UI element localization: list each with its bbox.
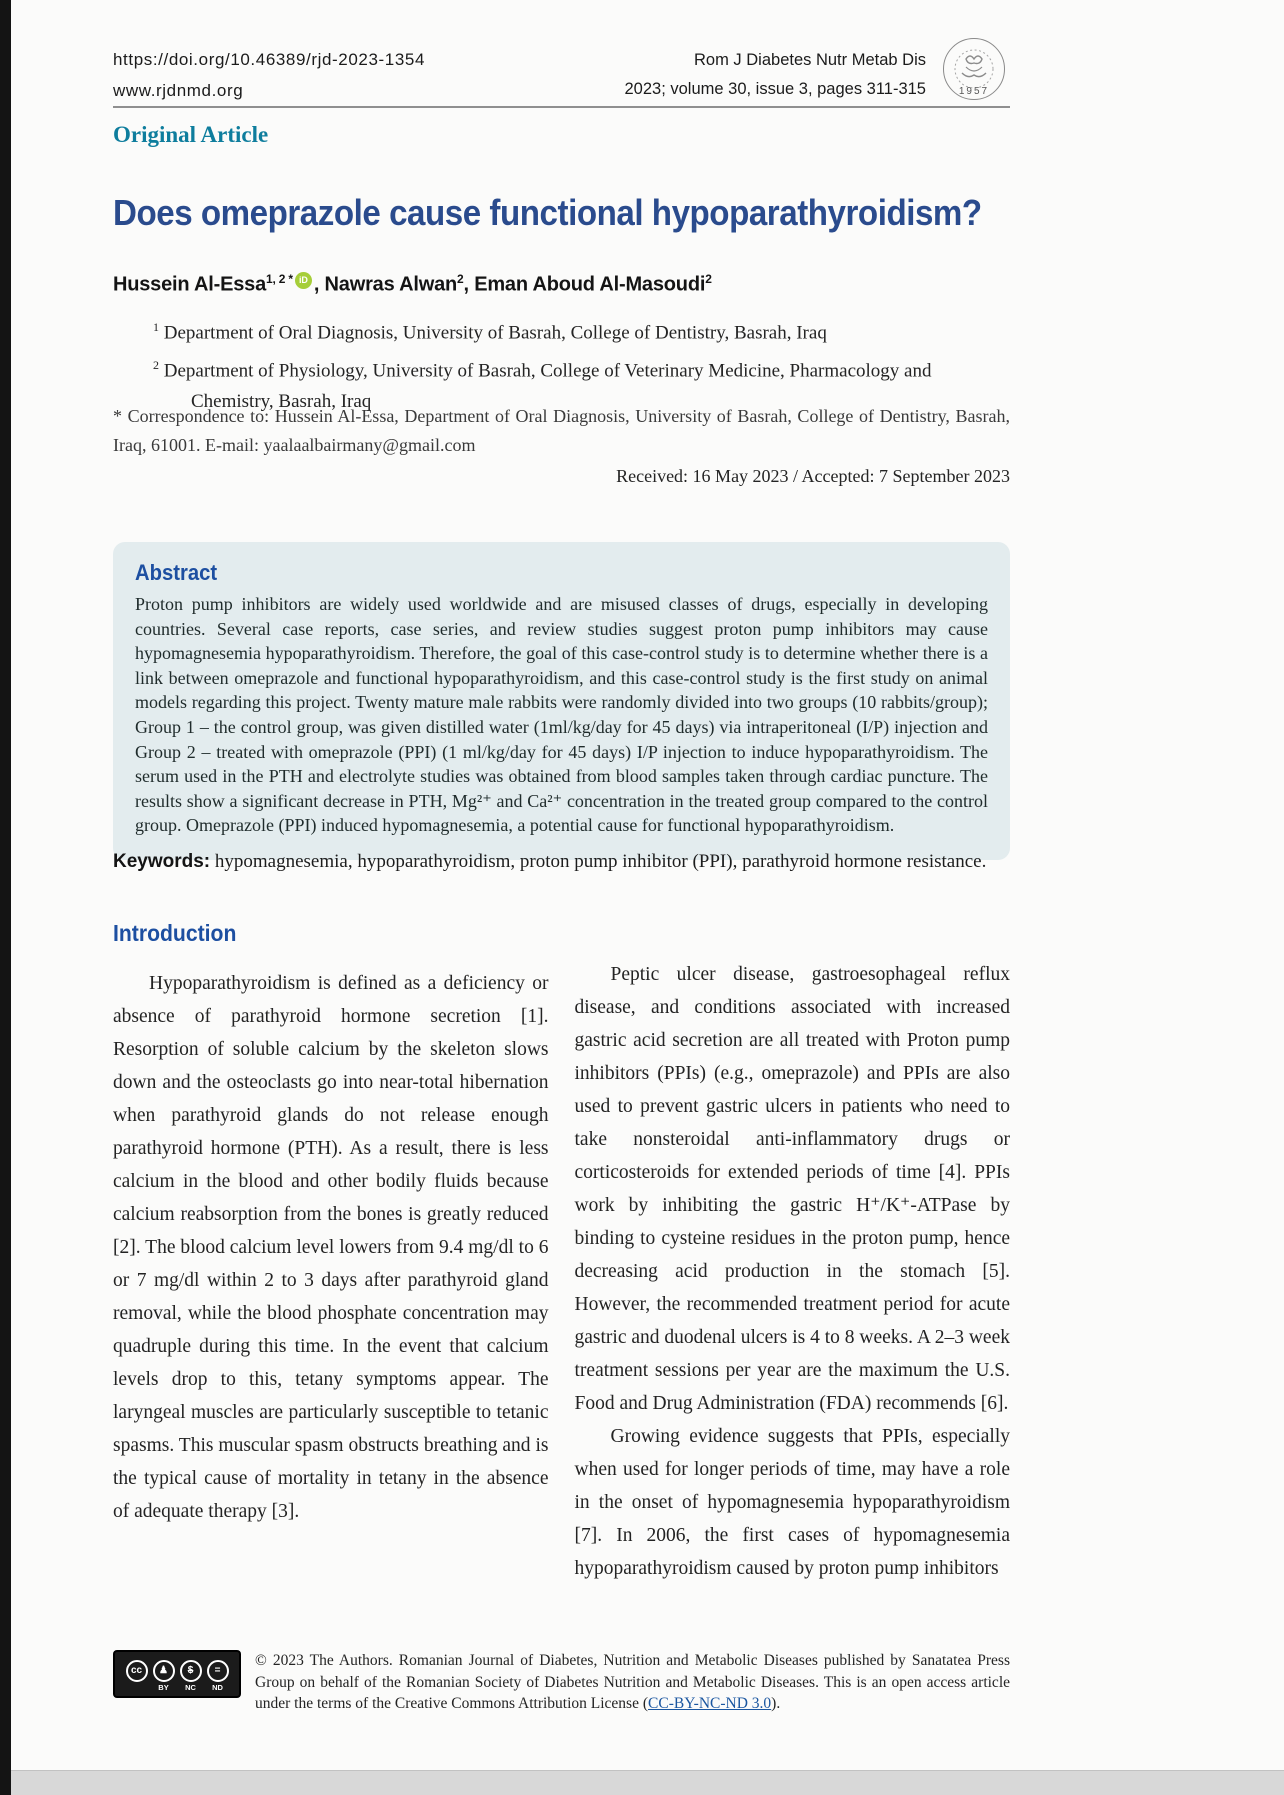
column-left: [113, 920, 549, 1585]
cc-license-badge[interactable]: [113, 1650, 241, 1698]
cc-nd-label: ND: [212, 1682, 223, 1692]
journal-issue: 2023; volume 30, issue 3, pages 311-315: [624, 80, 926, 98]
correspondence-note: [113, 402, 1010, 460]
abstract-box: [113, 542, 1010, 860]
cc-by-icon: ♟: [153, 1660, 175, 1682]
license-footer: [113, 1650, 1010, 1715]
introduction-heading: Introduction: [113, 920, 237, 946]
introduction-section: [113, 920, 1010, 1585]
author-name: , Eman Aboud Al-Masoudi: [463, 273, 706, 296]
journal-seal-icon: [943, 38, 1005, 100]
article-page: [113, 0, 1010, 1795]
cc-labels-row: [126, 1683, 229, 1692]
abstract-text: Proton pump inhibitors are widely used worldwide and are misused classes of drugs, especially in developing countries. Several case reports, case series, and review studies suggest proton pump inhibitors may cause hypomagnesemia hypoparathyroidism. Therefore, the goal of this case-control study is to determine whether there is a link between omeprazole and functional hypoparathyroidism, and this case-control study is the first study on animal models regarding this project. Twenty mature male rabbits were randomly divided into two groups (10 rabbits/group); Group 1 – the control group, was given distilled water (1ml/kg/day for 45 days) via intraperitoneal (I/P) injection and Group 2 – treated with omeprazole (PPI) (1 ml/kg/day for 45 days) I/P injection to induce hypoparathyroidism. The serum used in the PTH and electrolyte studies was obtained from blood samples taken through cardiac puncture. The results show a significant decrease in PTH, Mg²⁺ and Ca²⁺ concentration in the treated group compared to the control group. Omeprazole (PPI) induced hypomagnesemia, a potential cause for functional hypoparathyroidism.: [135, 594, 988, 836]
received-accepted-dates: Received: 16 May 2023 / Accepted: 7 September 2023: [616, 466, 1010, 486]
affiliation-text: Department of Physiology, University of Basrah, College of Veterinary Medicine, Pharmacology and Chemistry, Basrah, Iraq: [159, 360, 932, 412]
author-affil-marker: 2: [705, 272, 712, 286]
keywords-line: [113, 848, 1010, 876]
cc-nc-label: NC: [185, 1682, 196, 1692]
journal-citation: [625, 44, 927, 104]
affiliation-text: Department of Oral Diagnosis, University of Basrah, College of Dentistry, Basrah, Iraq: [159, 322, 827, 344]
column-right: [575, 920, 1011, 1585]
scan-bottom-edge: [0, 1770, 1284, 1795]
header-links: [113, 44, 425, 106]
affiliation-1: [113, 312, 1010, 348]
journal-website-link[interactable]: www.rjdnmd.org: [113, 81, 244, 100]
correspondence-email[interactable]: yaalaalbairmany@gmail.com: [263, 435, 476, 455]
author-name: , Nawras Alwan: [313, 273, 458, 296]
article-type-label: Original Article: [113, 122, 269, 147]
doi-link[interactable]: https://doi.org/10.46389/rjd-2023-1354: [113, 50, 426, 69]
introduction-paragraph: Peptic ulcer disease, gastroesophageal reflux disease, and conditions associated with increased gastric acid secretion are all treated with Proton pump inhibitors (PPIs) (e.g., omeprazole) and PPIs are also used to prevent gastric ulcers in patients who need to take nonsteroidal anti-inflammatory drugs or corticosteroids for extended periods of time [4]. PPIs work by inhibiting the gastric H⁺/K⁺-ATPase by binding to cysteine residues in the proton pump, hence decreasing acid production in the stomach [5]. However, the recommended treatment period for acute gastric and duodenal ulcers is 4 to 8 weeks. A 2–3 week treatment sessions per year are the maximum the U.S. Food and Drug Administration (FDA) recommends [6].: [574, 964, 1010, 1414]
cc-icons-row: [126, 1660, 229, 1682]
journal-logo: [938, 38, 1010, 97]
copyright-text: [255, 1650, 1010, 1715]
header-divider: [113, 106, 1010, 108]
cc-nc-icon: $: [180, 1660, 202, 1682]
journal-founded-year: 1957: [958, 86, 990, 97]
cc-nd-icon: =: [207, 1660, 229, 1682]
author-name: Hussein Al-Essa: [113, 273, 266, 296]
cc-by-label: BY: [158, 1682, 169, 1692]
cc-icon: cc: [126, 1660, 148, 1682]
introduction-paragraph: Growing evidence suggests that PPIs, especially when used for longer periods of time, may have a role in the onset of hypomagnesemia hypoparathyroidism [7]. In 2006, the first cases of hypomagnesemia hypoparathyroidism caused by proton pump inhibitors: [574, 1426, 1010, 1579]
author-affil-marker: 1, 2 *: [266, 272, 293, 286]
orcid-icon[interactable]: iD: [295, 272, 312, 289]
author-affil-marker: 2: [457, 272, 464, 286]
affiliation-marker: 1: [153, 320, 159, 334]
journal-name: Rom J Diabetes Nutr Metab Dis: [694, 51, 926, 69]
copyright-text-before: © 2023 The Authors. Romanian Journal of Diabetes, Nutrition and Metabolic Diseases published by Sanatatea Press Group on behalf of the Romanian Society of Diabetes Nutrition and Metabolic Diseases. This is an open access article under the terms of the Creative Commons Attribution License (: [255, 1652, 1010, 1712]
article-title-wrap: [113, 192, 1010, 234]
author-line: [113, 272, 712, 297]
affiliation-marker: 2: [153, 358, 159, 373]
correspondence-text: * Correspondence to: Hussein Al-Essa, Department of Oral Diagnosis, University of Basrah, College of Dentistry, Basrah, Iraq, 61001. E-mail:: [113, 406, 1010, 455]
cc-license-link[interactable]: CC-BY-NC-ND 3.0: [648, 1695, 772, 1712]
article-title: Does omeprazole cause functional hypoparathyroidism?: [113, 192, 982, 233]
keywords-text: hypomagnesemia, hypoparathyroidism, proton pump inhibitor (PPI), parathyroid hormone resistance.: [210, 851, 987, 872]
copyright-text-after: ).: [771, 1695, 781, 1712]
keywords-label: Keywords:: [113, 851, 211, 872]
scan-left-edge: [0, 0, 11, 1795]
journal-info-block: [625, 44, 1011, 104]
abstract-heading: Abstract: [135, 560, 218, 585]
introduction-paragraph: Hypoparathyroidism is defined as a deficiency or absence of parathyroid hormone secretion [1]. Resorption of soluble calcium by the skeleton slows down and the osteoclasts go into near-total hibernation when parathyroid glands do not release enough parathyroid hormone (PTH). As a result, there is less calcium in the blood and other bodily fluids because calcium reabsorption from the bones is greatly reduced [2]. The blood calcium level lowers from 9.4 mg/dl to 6 or 7 mg/dl within 2 to 3 days after parathyroid gland removal, while the blood phosphate concentration may quadruple during this time. In the event that calcium levels drop to this, tetany symptoms appear. The laryngeal muscles are particularly susceptible to tetanic spasms. This muscular spasm obstructs breathing and is the typical cause of mortality in tetany in the absence of adequate therapy [3].: [113, 973, 549, 1522]
page-header: [113, 44, 1010, 106]
